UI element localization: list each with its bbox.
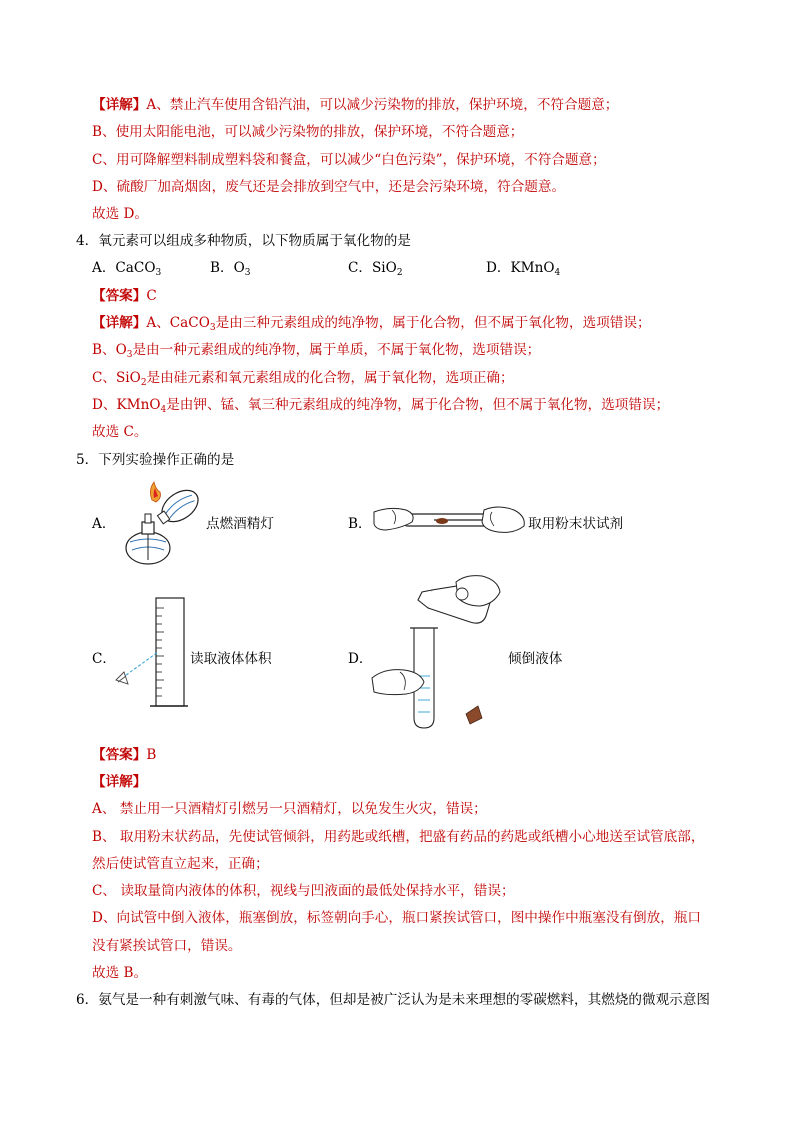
q5-option-c-caption: 读取液体体积 [190, 651, 272, 667]
q4-detail-line-a: 【详解】A、CaCO$_3$是由三种元素组成的纯净物，属于化合物，但不属于氧化物，选项错误； [92, 315, 651, 333]
q5-option-a-letter: A． [92, 516, 116, 532]
powder-sampling-figure [372, 500, 528, 540]
q4-answer: 【答案】C [92, 288, 157, 304]
q4-detail-line-c: C、SiO$_2$是由硅元素和氧元素组成的化合物，属于氧化物，选项正确； [92, 370, 514, 388]
q5-detail-line-d2: 没有紧挨试管口，错误。 [92, 938, 242, 954]
q5-detail-line-d1: D、向试管中倒入液体，瓶塞倒放，标签朝向手心，瓶口紧挨试管口，图中操作中瓶塞没有倒放，瓶口 [92, 910, 702, 926]
q3-detail-line-d: D、硫酸厂加高烟囱，废气还是会排放到空气中，还是会污染环境，符合题意。 [92, 179, 566, 195]
q5-detail-line-b2: 然后使试管直立起来，正确； [92, 856, 269, 872]
q5-detail-head: 【详解】 [92, 774, 147, 790]
q4-option-c: C．SiO$_2$ [348, 260, 403, 278]
q5-option-a-caption: 点燃酒精灯 [206, 516, 274, 532]
q5-option-c-letter: C． [92, 651, 116, 667]
q4-option-b: B．$O_3$ [210, 260, 251, 278]
q4-choose: 故选 C。 [92, 424, 148, 440]
alcohol-lamp-figure [118, 478, 208, 570]
q5-option-d-letter: D． [348, 651, 373, 667]
q5-stem: 5．下列实验操作正确的是 [76, 452, 235, 468]
q5-detail-line-c: C、 读取量筒内液体的体积，视线与凹液面的最低处保持水平，错误； [92, 883, 515, 899]
q4-stem: 4．氧元素可以组成多种物质，以下物质属于氧化物的是 [76, 233, 411, 249]
q3-detail-line-c: C、用可降解塑料制成塑料袋和餐盒，可以减少“白色污染”，保护环境，不符合题意； [92, 152, 606, 168]
q4-option-a: A．CaCO$_3$ [92, 260, 162, 278]
q6-stem: 6．氨气是一种有刺激气味、有毒的气体，但却是被广泛认为是未来理想的零碳燃料，其燃烧的微观示意图 [76, 992, 710, 1008]
q5-answer: 【答案】B [92, 747, 157, 763]
q3-detail-line-b: B、使用太阳能电池，可以减少污染物的排放，保护环境，不符合题意； [92, 124, 524, 140]
q4-detail-line-d: D、KMnO$_4$是由钾、锰、氧三种元素组成的纯净物，属于化合物，但不属于氧化物，选项错误； [92, 397, 670, 415]
q5-detail-line-b1: B、 取用粉末状药品，先使试管倾斜，用药匙或纸槽，把盛有药品的药匙或纸槽小心地送至试管底部， [92, 829, 705, 845]
pouring-liquid-figure [370, 572, 510, 732]
q5-choose: 故选 B。 [92, 965, 148, 981]
graduated-cylinder-figure [112, 596, 188, 714]
q3-detail-line-a: 【详解】A、禁止汽车使用含铅汽油，可以减少污染物的排放，保护环境，不符合题意； [92, 97, 619, 113]
q5-option-b-letter: B． [348, 516, 372, 532]
q3-choose: 故选 D。 [92, 206, 149, 222]
q5-option-d-caption: 倾倒液体 [508, 651, 563, 667]
q5-detail-line-a: A、 禁止用一只酒精灯引燃另一只酒精灯，以免发生火灾，错误； [92, 801, 487, 817]
q4-detail-line-b: B、$O_3$是由一种元素组成的纯净物，属于单质，不属于氧化物，选项错误； [92, 342, 541, 360]
q4-option-d: D．KMnO$_4$ [486, 260, 561, 278]
q5-option-b-caption: 取用粉末状试剂 [528, 516, 624, 532]
